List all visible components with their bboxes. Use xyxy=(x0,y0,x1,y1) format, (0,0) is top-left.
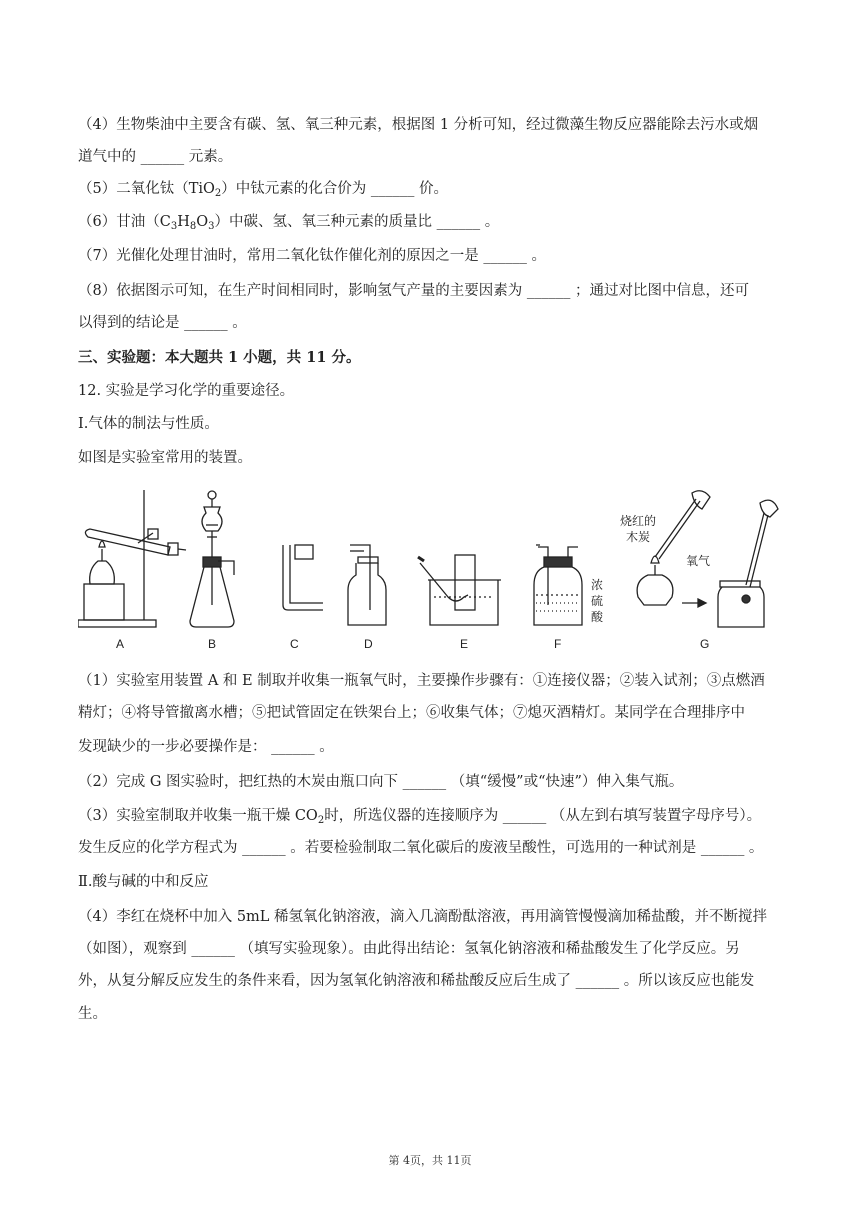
e4-line-1: （4）李红在烧杯中加入 5mL 稀氢氧化钠溶液，滴入几滴酚酞溶液，再用滴管慢慢滴加稀盐酸，并不断搅拌 xyxy=(78,909,768,925)
q8-line-2: 以得到的结论是 ______ 。 xyxy=(78,315,247,331)
f-text-3: 酸 xyxy=(591,610,604,624)
apparatus-c xyxy=(283,545,323,610)
q7-line: （7）光催化处理甘油时，常用二氧化钛作催化剂的原因之一是 ______ 。 xyxy=(78,248,546,264)
f-text-2: 硫 xyxy=(591,594,604,608)
part-2-heading: Ⅱ.酸与碱的中和反应 xyxy=(78,874,209,890)
q4-line-2: 道气中的 ______ 元素。 xyxy=(78,149,233,165)
q8-line-1: （8）依据图示可知，在生产时间相同时，影响氢气产量的主要因素为 ______ ；通过对比图中信息，还可 xyxy=(78,283,749,299)
apparatus-e xyxy=(418,555,501,625)
label-b: B xyxy=(208,637,217,651)
e3-line-1: （3）实验室制取并收集一瓶干燥 $CO_2$时，所选仪器的连接顺序为 ______ （从左到右填写装置字母序号）。 xyxy=(78,808,762,826)
page-footer: 第 4页，共 11页 xyxy=(388,1154,472,1167)
part-1-heading: Ⅰ.气体的制法与性质。 xyxy=(78,416,219,432)
label-g: G xyxy=(700,637,710,651)
q5-line: （5）二氧化钛（TiO$_2$）中钛元素的化合价为 ______ 价。 xyxy=(78,181,449,199)
apparatus-a xyxy=(78,490,186,627)
q6-line: （6）甘油$(C_3H_8O_3)$中碳、氢、氧三种元素的质量比 ______ 。 xyxy=(78,214,500,232)
apparatus-d xyxy=(348,545,386,625)
apparatus-f xyxy=(534,545,582,625)
e2-line: （2）完成 G 图实验时，把红热的木炭由瓶口向下 ______ （填“缓慢”或“快速”）伸入集气瓶。 xyxy=(78,774,684,790)
f-text-1: 浓 xyxy=(591,578,604,592)
figure-intro: 如图是实验室常用的装置。 xyxy=(78,450,252,466)
e1-line-2: 精灯；④将导管撤离水槽；⑤把试管固定在铁架台上；⑥收集气体；⑦熄灭酒精灯。某同学在合理排序中 xyxy=(78,705,745,721)
apparatus-figure xyxy=(78,485,788,653)
question-12-stem: 12. 实验是学习化学的重要途径。 xyxy=(78,383,295,399)
label-c: C xyxy=(290,637,299,651)
e1-line-3: 发现缺少的一步必要操作是： ______ 。 xyxy=(78,739,334,755)
label-d: D xyxy=(364,637,373,651)
e4-line-2: （如图），观察到 ______ （填写实验现象）。由此得出结论：氢氧化钠溶液和稀盐酸发生了化学反应。另 xyxy=(78,941,740,957)
e1-line-1: （1）实验室用装置 A 和 E 制取并收集一瓶氧气时，主要操作步骤有：①连接仪器；②装入试剂；③点燃酒 xyxy=(78,673,765,689)
e4-line-4: 生。 xyxy=(78,1006,107,1022)
g-charcoal-label-2: 木炭 xyxy=(626,530,651,544)
g-oxygen-label: 氧气 xyxy=(686,554,711,568)
label-e: E xyxy=(460,637,469,651)
label-f: F xyxy=(554,637,562,651)
q4-line-1: （4）生物柴油中主要含有碳、氢、氧三种元素，根据图 1 分析可知，经过微藻生物反应器能除去污水或烟 xyxy=(78,117,759,133)
e4-line-3: 外，从复分解反应发生的条件来看，因为氢氧化钠溶液和稀盐酸反应后生成了 ______ 。所以该反应也能发 xyxy=(78,973,755,989)
label-a: A xyxy=(116,637,125,651)
section-3-heading: 三、实验题：本大题共 1 小题，共 11 分。 xyxy=(78,349,361,366)
apparatus-b xyxy=(190,491,234,627)
e3-line-2: 发生反应的化学方程式为 ______ 。若要检验制取二氧化碳后的废液呈酸性，可选用的一种试剂是 ______ 。 xyxy=(78,840,764,856)
g-charcoal-label-1: 烧红的 xyxy=(620,514,657,528)
